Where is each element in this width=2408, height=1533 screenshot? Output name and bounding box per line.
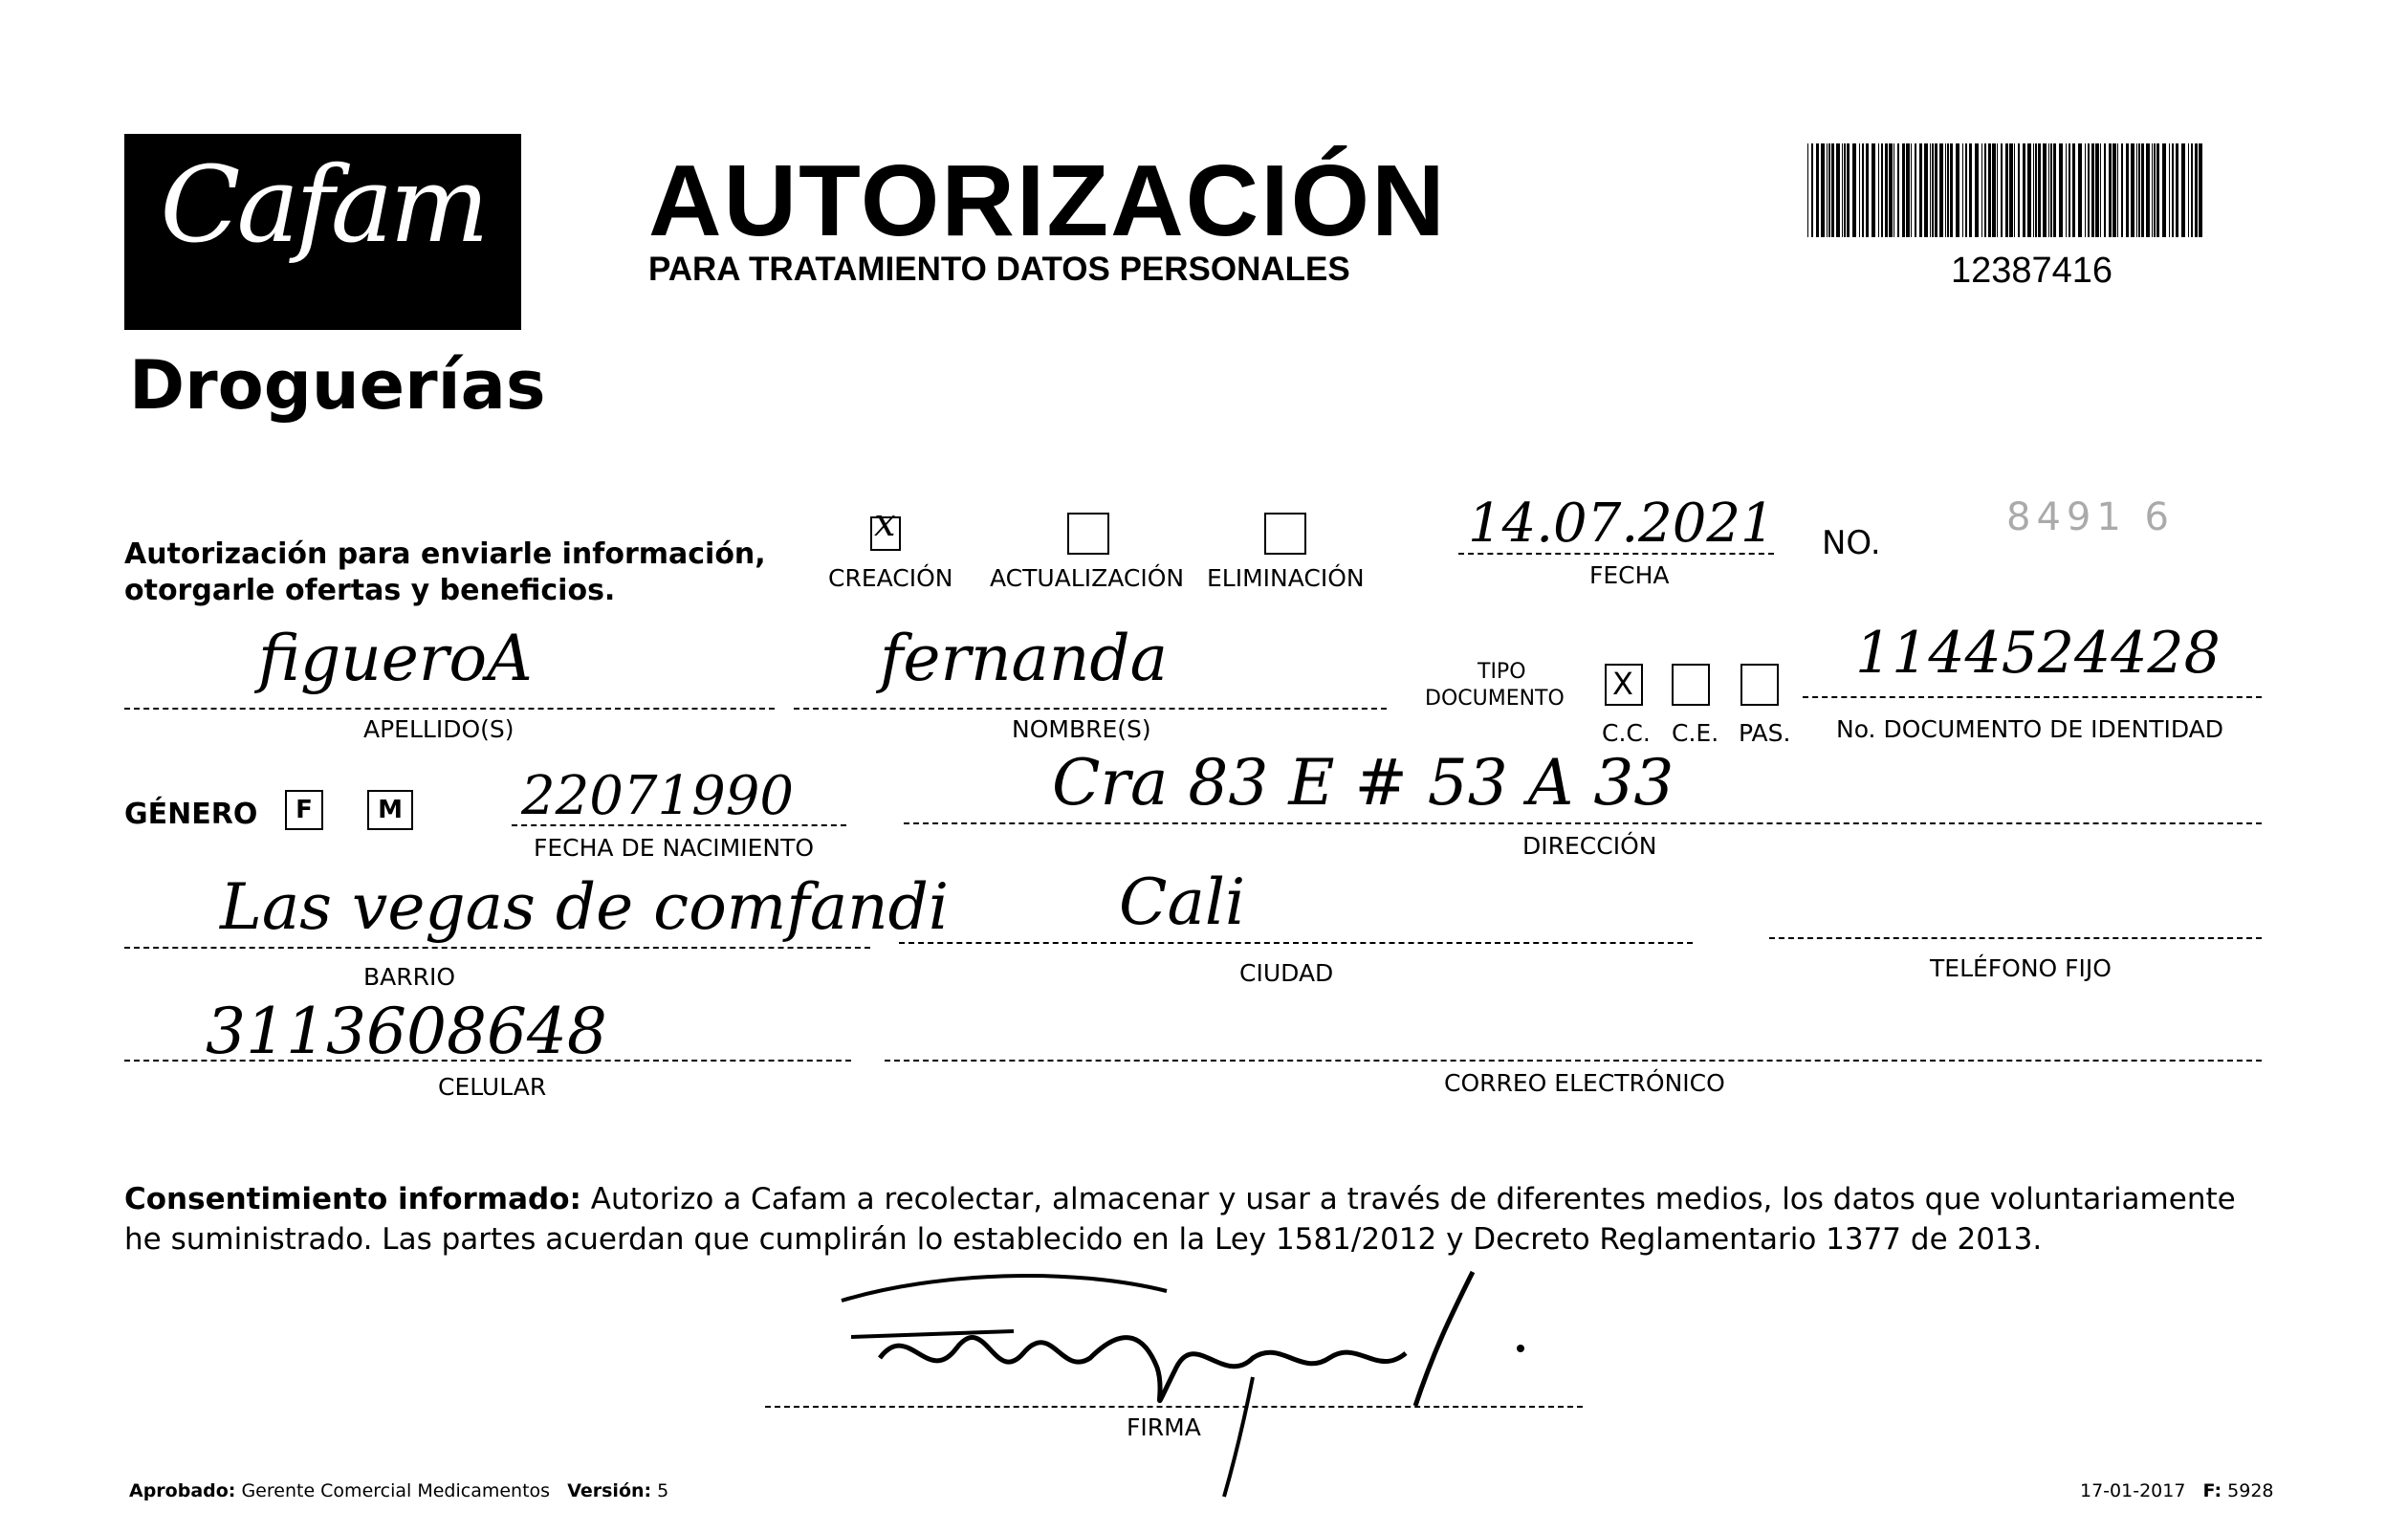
barcode-bar xyxy=(1821,143,1825,237)
barcode-bar xyxy=(1919,143,1922,237)
celular-line xyxy=(124,1060,851,1062)
barcode-bar xyxy=(1939,143,1943,237)
barcode-bar xyxy=(2154,143,2156,237)
barcode-bar xyxy=(1878,143,1879,237)
barcode-bar xyxy=(1932,143,1934,237)
celular-value[interactable]: 3113608648 xyxy=(206,995,607,1068)
nacimiento-value[interactable]: 22071990 xyxy=(521,765,795,827)
barcode-bar xyxy=(2085,143,2086,237)
barcode-bar xyxy=(2141,143,2144,237)
barcode-bar xyxy=(1988,143,1991,237)
intro-line-1: Autorización para enviarle información, xyxy=(124,537,766,571)
consent-paragraph xyxy=(124,1179,2247,1259)
celular-label: CELULAR xyxy=(438,1073,547,1101)
aprobado-label: Aprobado: xyxy=(129,1480,236,1501)
form-number: 8491 6 xyxy=(2006,495,2175,539)
firma-line xyxy=(765,1406,1583,1408)
barcode-bar xyxy=(1911,143,1912,237)
barcode-bar xyxy=(1885,143,1888,237)
barcode-bar xyxy=(1947,143,1949,237)
barcode-bar xyxy=(2018,143,2020,237)
barcode-bar xyxy=(2131,143,2134,237)
barcode-bar xyxy=(1950,143,1953,237)
barcode-bar xyxy=(2009,143,2013,237)
nombre-value[interactable]: fernanda xyxy=(880,622,1168,695)
ce-checkbox[interactable] xyxy=(1672,664,1710,706)
nacimiento-label: FECHA DE NACIMIENTO xyxy=(534,834,815,862)
barcode-bar xyxy=(1881,143,1883,237)
barcode-bar xyxy=(2095,143,2099,237)
genero-label: GÉNERO xyxy=(124,798,258,831)
barcode-bar xyxy=(1866,143,1869,237)
barcode-bar xyxy=(2104,143,2106,237)
fecha-value[interactable]: 14.07.2021 xyxy=(1468,493,1775,555)
nombre-label: NOMBRE(S) xyxy=(1012,715,1151,743)
barcode-bar xyxy=(2156,143,2159,237)
barcode-bar xyxy=(2088,143,2090,237)
barcode-bar xyxy=(2195,143,2198,237)
barcode-bar xyxy=(2199,143,2202,237)
barcode-bar xyxy=(2027,143,2031,237)
brand-name: Droguerías xyxy=(129,346,546,425)
documento-label: DOCUMENTO xyxy=(1425,687,1565,711)
eliminacion-checkbox[interactable] xyxy=(1264,513,1306,555)
barcode-bar xyxy=(1852,143,1856,237)
creacion-mark: x xyxy=(874,501,896,545)
apellido-label: APELLIDO(S) xyxy=(363,715,514,743)
fecha-label: FECHA xyxy=(1589,561,1670,589)
doc-number-value[interactable]: 1144524428 xyxy=(1855,620,2221,687)
barcode-bar xyxy=(1897,143,1899,237)
barcode-bar xyxy=(1836,143,1840,237)
nombre-line xyxy=(794,708,1387,710)
doc-number-line xyxy=(1803,696,2262,698)
barcode-bar xyxy=(1859,143,1860,237)
footer-code xyxy=(2080,1480,2274,1501)
barcode-bar xyxy=(1965,143,1967,237)
barcode-bar xyxy=(2136,143,2137,237)
barcode-bar xyxy=(1906,143,1910,237)
barcode-bar xyxy=(2050,143,2052,237)
telefono-line xyxy=(1769,937,2262,939)
barcode-bar xyxy=(1930,143,1931,237)
barcode-bar xyxy=(2138,143,2140,237)
barcode-bar xyxy=(1889,143,1893,237)
footer-date: 17-01-2017 xyxy=(2080,1480,2186,1501)
barcode-bar xyxy=(2117,143,2118,237)
barcode-bar xyxy=(1992,143,1996,237)
barcode-bar xyxy=(2023,143,2025,237)
barcode-number: 12387416 xyxy=(1951,251,2113,291)
barcode-bar xyxy=(1807,143,1808,237)
cc-mark: X xyxy=(1612,666,1633,702)
cc-checkbox[interactable] xyxy=(1605,664,1643,706)
cafam-logo: Cafam xyxy=(160,143,486,266)
direccion-label: DIRECCIÓN xyxy=(1522,832,1657,860)
barcode-bar xyxy=(2121,143,2123,237)
consent-heading: Consentimiento informado: xyxy=(124,1182,581,1216)
f-label: F: xyxy=(2202,1480,2222,1501)
barcode-bar xyxy=(2191,143,2193,237)
pas-label: PAS. xyxy=(1739,719,1791,747)
barcode-bar xyxy=(1872,143,1875,237)
barcode-bar xyxy=(2001,143,2003,237)
barcode-bar xyxy=(2053,143,2056,237)
page-title: AUTORIZACIÓN xyxy=(648,144,1447,257)
barcode-bar xyxy=(1997,143,1998,237)
version-label: Versión: xyxy=(567,1480,652,1501)
doc-number-label: No. DOCUMENTO DE IDENTIDAD xyxy=(1836,715,2224,743)
eliminacion-label: ELIMINACIÓN xyxy=(1207,564,1365,592)
barcode-bar xyxy=(2043,143,2047,237)
barcode-bar xyxy=(2072,143,2075,237)
apellido-value[interactable]: figueroA xyxy=(258,622,533,695)
intro-line-2: otorgarle ofertas y beneficios. xyxy=(124,574,616,607)
genero-m-checkbox[interactable]: M xyxy=(367,790,413,830)
f-value: 5928 xyxy=(2227,1480,2274,1501)
barcode-bar xyxy=(2048,143,2049,237)
no-label: NO. xyxy=(1822,524,1881,562)
barcode-bar xyxy=(2066,143,2067,237)
barcode-bar xyxy=(2035,143,2037,237)
barcode-bar xyxy=(2078,143,2082,237)
barcode-bar xyxy=(1811,143,1813,237)
tipo-label: TIPO xyxy=(1478,660,1526,684)
barcode-bar xyxy=(2146,143,2150,237)
footer-approval xyxy=(129,1480,668,1501)
barcode-bar xyxy=(2188,143,2189,237)
cc-label: C.C. xyxy=(1602,719,1651,747)
barcode-bar xyxy=(2059,143,2063,237)
barcode-bar xyxy=(2176,143,2178,237)
aprobado-value: Gerente Comercial Medicamentos xyxy=(241,1480,551,1501)
consent-text: Autorizo a Cafam a recolectar, almacenar y usar a través de diferentes medios, los datos que voluntariamente he suministrado. Las partes acuerdan que cumplirán lo establecido en la Ley 1581/2012 y Decreto Reglamentario 1377 de 2013. xyxy=(124,1182,2236,1257)
creacion-checkbox[interactable] xyxy=(870,501,901,551)
barcode-bar xyxy=(1935,143,1937,237)
fecha-line xyxy=(1458,553,1774,555)
ce-label: C.E. xyxy=(1672,719,1719,747)
barcode-bar xyxy=(1831,143,1834,237)
direccion-line xyxy=(904,822,2262,824)
barcode-bar xyxy=(2091,143,2094,237)
creacion-label: CREACIÓN xyxy=(828,564,953,592)
barrio-label: BARRIO xyxy=(363,963,456,991)
barcode-bar xyxy=(1827,143,1828,237)
barcode-bar xyxy=(1842,143,1843,237)
pas-checkbox[interactable] xyxy=(1740,664,1779,706)
barcode-bar xyxy=(2033,143,2034,237)
ciudad-line xyxy=(899,942,1693,944)
barcode-bar xyxy=(2069,143,2070,237)
actualizacion-label: ACTUALIZACIÓN xyxy=(990,564,1185,592)
handwritten-signature xyxy=(822,1262,1635,1501)
barrio-value[interactable]: Las vegas de comfandi xyxy=(220,870,950,944)
barcode-bar xyxy=(1924,143,1928,237)
barcode-bar xyxy=(2172,143,2174,237)
barcode-image xyxy=(1807,143,2204,237)
firma-label: FIRMA xyxy=(1127,1413,1201,1441)
barrio-line xyxy=(124,947,870,949)
barcode-bar xyxy=(1956,143,1959,237)
barcode-bar xyxy=(1862,143,1864,237)
version-value: 5 xyxy=(657,1480,669,1501)
telefono-label: TELÉFONO FIJO xyxy=(1930,954,2112,982)
correo-label: CORREO ELECTRÓNICO xyxy=(1444,1069,1725,1097)
barcode-bar xyxy=(2005,143,2008,237)
genero-f-checkbox[interactable]: F xyxy=(285,790,323,830)
barcode-bar xyxy=(2038,143,2041,237)
ciudad-value[interactable]: Cali xyxy=(1119,865,1246,939)
barcode-bar xyxy=(1816,143,1819,237)
barcode-bar xyxy=(2152,143,2153,237)
barcode-bar xyxy=(1844,143,1846,237)
actualizacion-checkbox[interactable] xyxy=(1067,513,1109,555)
barcode-bar xyxy=(2112,143,2116,237)
barcode-bar xyxy=(2109,143,2112,237)
barcode-bar xyxy=(2181,143,2185,237)
barcode-bar xyxy=(1984,143,1986,237)
ciudad-label: CIUDAD xyxy=(1239,959,1334,987)
barcode-bar xyxy=(1945,143,1946,237)
barcode-bar xyxy=(1969,143,1972,237)
barcode-bar xyxy=(2126,143,2129,237)
barcode-bar xyxy=(2169,143,2170,237)
page-subtitle: PARA TRATAMIENTO DATOS PERSONALES xyxy=(648,251,1350,288)
barcode-bar xyxy=(1981,143,1982,237)
barcode-bar xyxy=(2100,143,2101,237)
barcode-bar xyxy=(2014,143,2015,237)
barcode-bar xyxy=(1847,143,1850,237)
direccion-value[interactable]: Cra 83 E # 53 A 33 xyxy=(1052,746,1675,820)
barcode-bar xyxy=(2162,143,2166,237)
barcode-bar xyxy=(1828,143,1830,237)
correo-line xyxy=(885,1060,2262,1062)
barcode-bar xyxy=(1915,143,1916,237)
apellido-line xyxy=(124,708,775,710)
barcode-bar xyxy=(1962,143,1963,237)
nacimiento-line xyxy=(512,824,846,826)
barcode-bar xyxy=(1975,143,1979,237)
barcode-bar xyxy=(1902,143,1905,237)
